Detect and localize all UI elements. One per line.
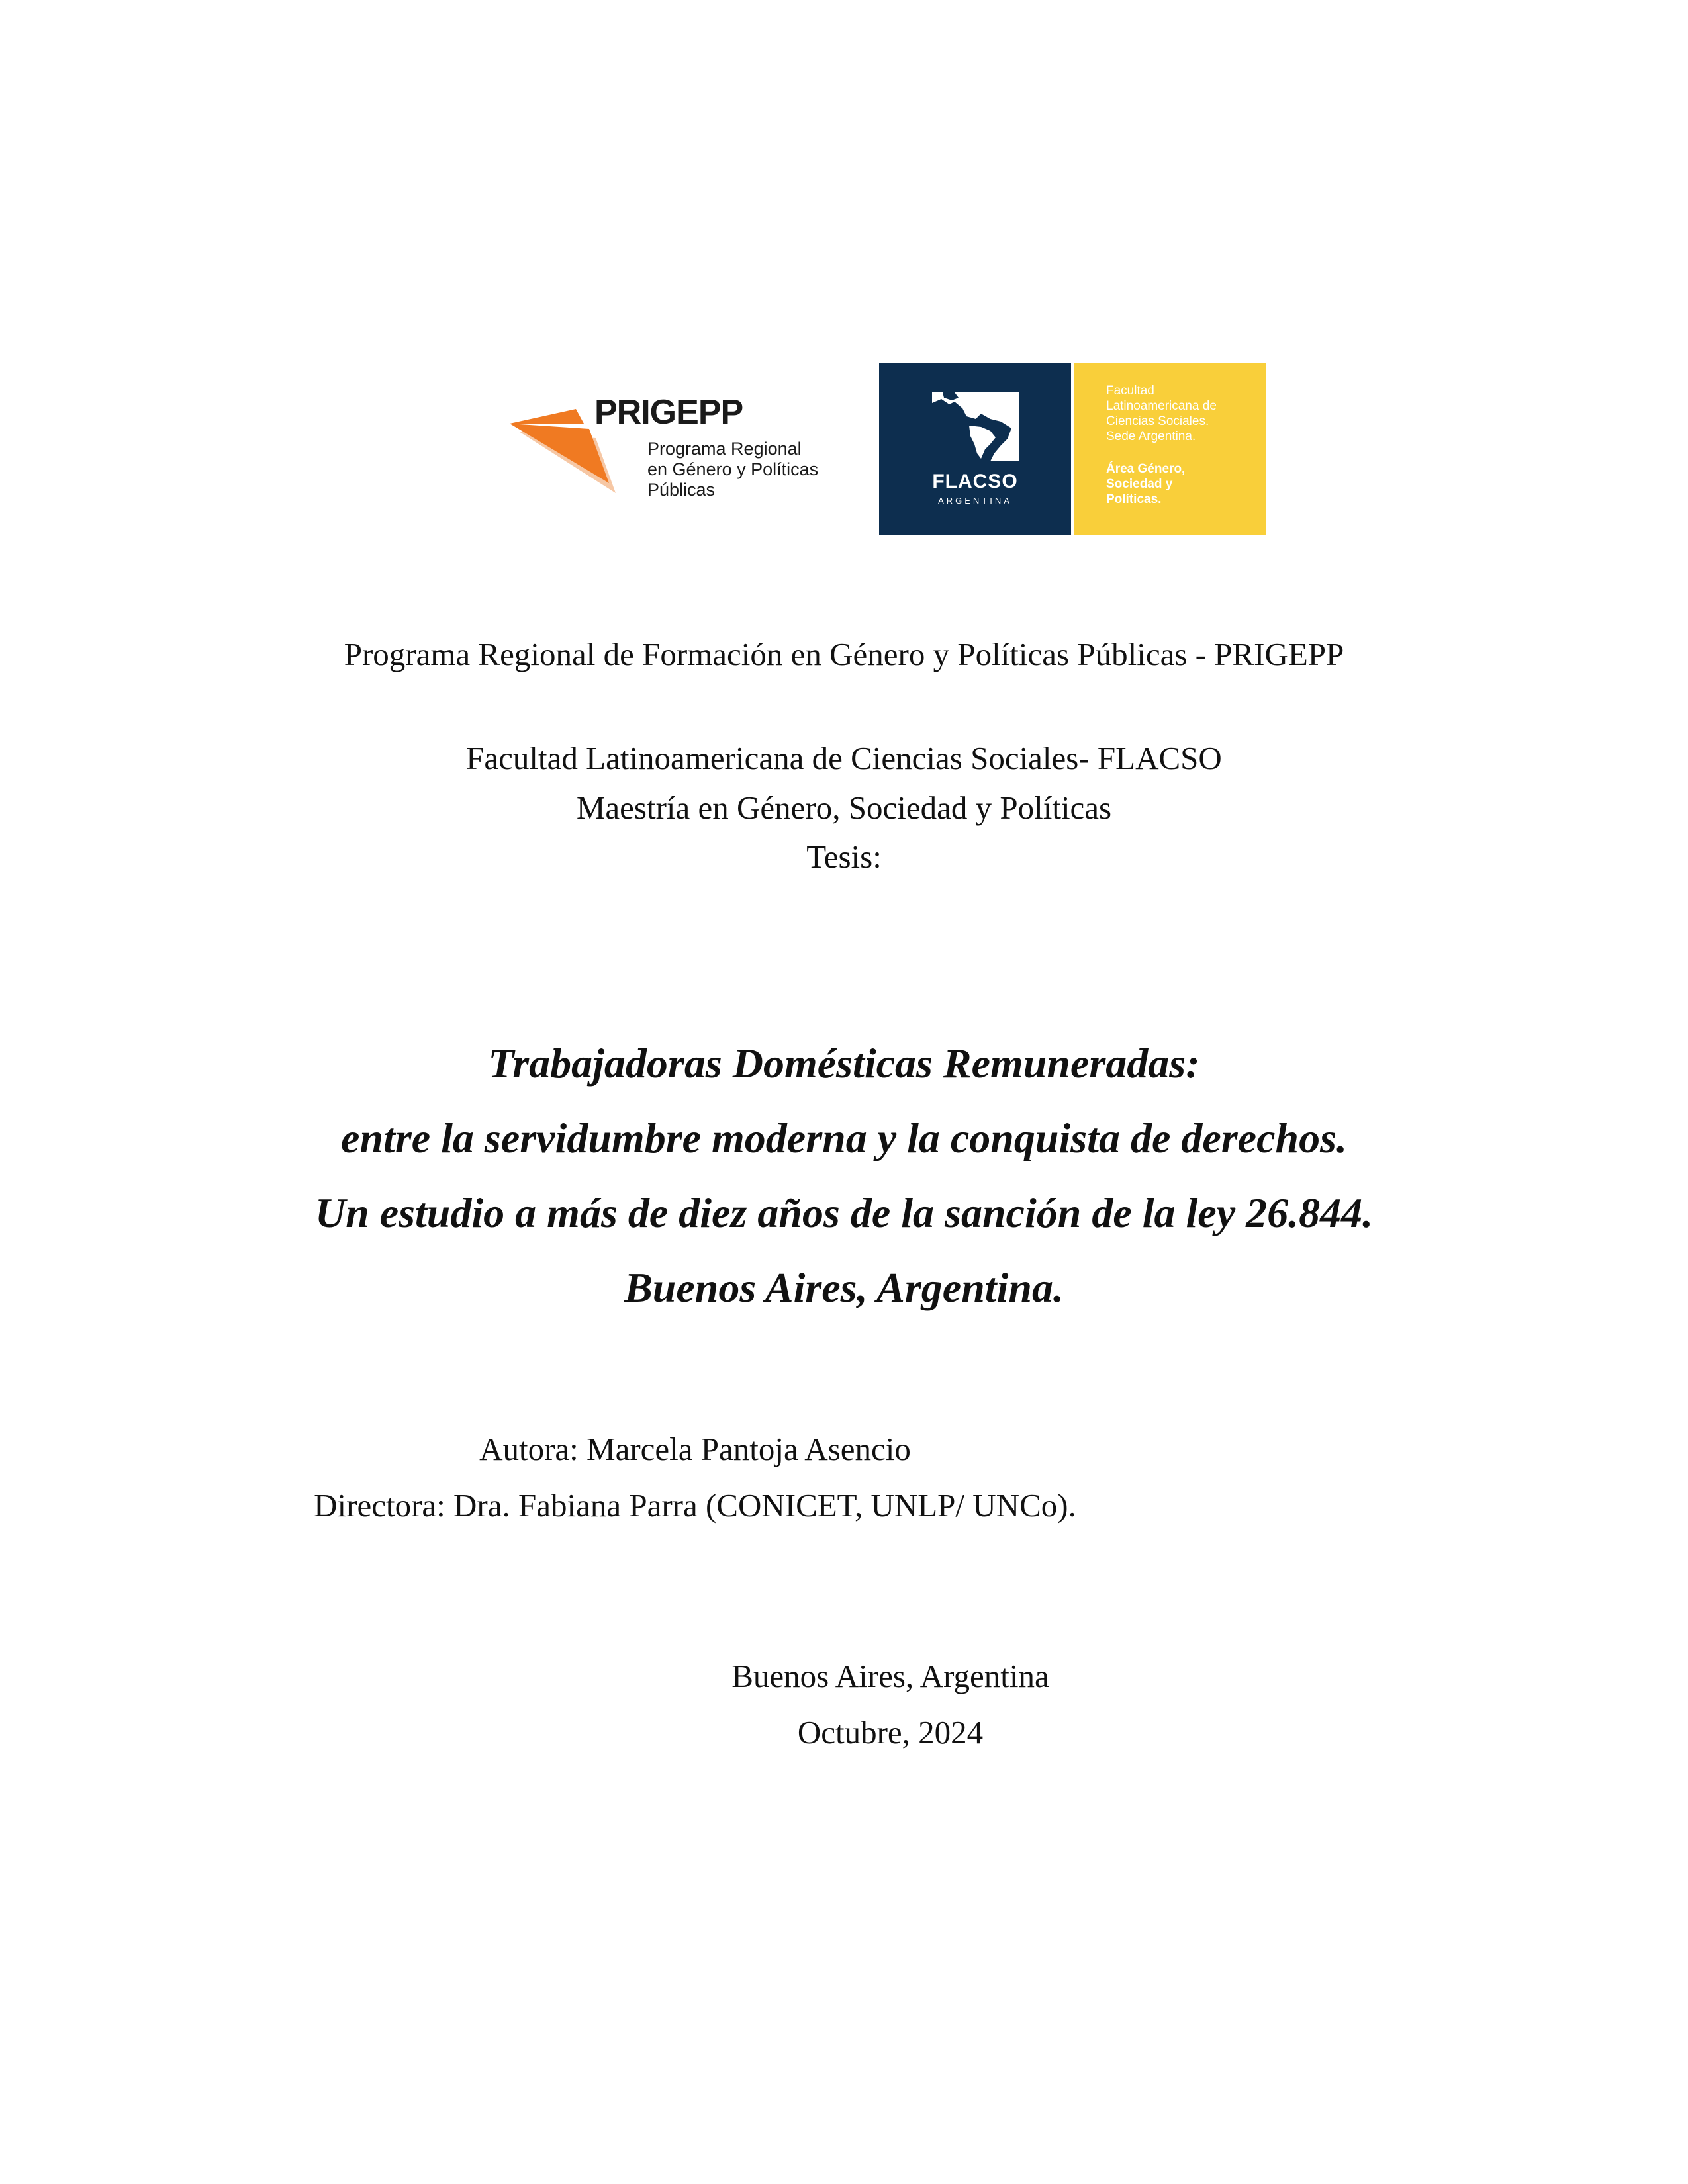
director-line: Directora: Dra. Fabiana Parra (CONICET, UNLP/ UNCo). xyxy=(314,1487,1076,1524)
flacso-name: FLACSO xyxy=(932,471,1018,492)
place-line: Buenos Aires, Argentina xyxy=(731,1658,1049,1694)
date-line: Octubre, 2024 xyxy=(797,1714,984,1751)
program-name: Programa Regional de Formación en Género y Políticas Públicas - PRIGEPP xyxy=(344,636,1344,672)
prigepp-title: PRIGEPP xyxy=(594,393,743,432)
logos-area xyxy=(0,0,1688,596)
prigepp-subtitle: Programa Regional en Género y Políticas Públicas xyxy=(647,439,819,500)
thesis-title-line-1: Trabajadoras Domésticas Remuneradas: xyxy=(488,1040,1200,1087)
latin-america-map-icon xyxy=(929,390,1022,469)
author-line: Autora: Marcela Pantoja Asencio xyxy=(479,1431,911,1467)
thesis-title-line-4: Buenos Aires, Argentina. xyxy=(624,1264,1064,1311)
flacso-logo xyxy=(879,363,1266,535)
flacso-info-panel xyxy=(1074,363,1266,535)
flacso-area-text: Área Género, Sociedad y Políticas. xyxy=(1106,462,1186,506)
flacso-country: ARGENTINA xyxy=(938,496,1012,506)
flacso-emblem xyxy=(879,363,1071,535)
thesis-title-line-3: Un estudio a más de diez años de la sanción de la ley 26.844. xyxy=(314,1189,1374,1236)
flacso-faculty-text: Facultad Latinoamericana de Ciencias Sociales. Sede Argentina. xyxy=(1106,384,1217,443)
master-name: Maestría en Género, Sociedad y Políticas xyxy=(576,790,1112,826)
prigepp-logo xyxy=(510,387,841,513)
thesis-title-line-2: entre la servidumbre moderna y la conquista de derechos. xyxy=(341,1115,1347,1161)
tesis-label: Tesis: xyxy=(806,839,882,875)
faculty-name: Facultad Latinoamericana de Ciencias Sociales- FLACSO xyxy=(466,740,1222,776)
